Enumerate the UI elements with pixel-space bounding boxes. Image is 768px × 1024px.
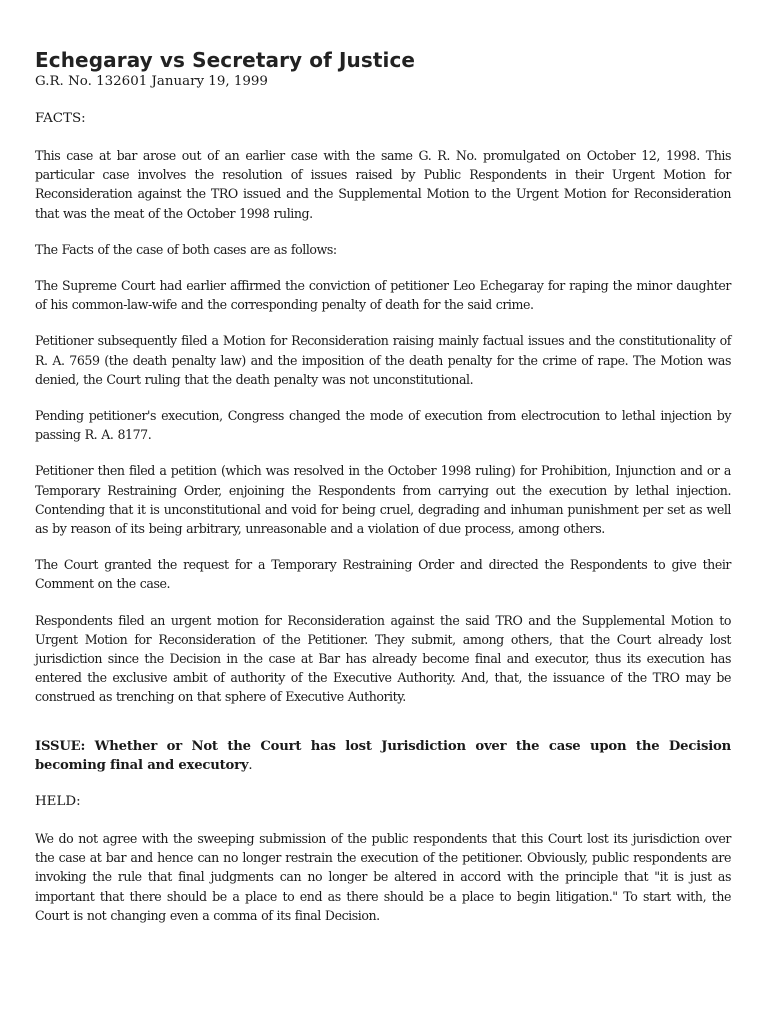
facts-heading: FACTS: bbox=[35, 111, 86, 126]
facts-paragraph: Petitioner then filed a petition (which was resolved in the October 1998 ruling) for Prohibition, Injunction and or a Temporary Restraining Order, enjoining the Respondents from carrying out the execution by lethal injection. Contending that it is unconstitutional and void for being cruel, degrading and inhuman punishment per set as well as by reason of its being arbitrary, unreasonable and a violation of due process, among others. bbox=[35, 463, 731, 537]
held-paragraph: We do not agree with the sweeping submission of the public respondents that this Court lost its jurisdiction over the case at bar and hence can no longer restrain the execution of the petitioner. Obviously, public respondents are invoking the rule that final judgments can no longer be altered in accord with the principle that "it is just as important that there should be a place to end as there should be a place to begin litigation." To start with, the Court is not changing even a comma of its final Decision. bbox=[35, 831, 731, 923]
case-citation: G.R. No. 132601 January 19, 1999 bbox=[35, 74, 268, 89]
facts-paragraph: The Court granted the request for a Temporary Restraining Order and directed the Respondents to give their Comment on the case. bbox=[35, 557, 731, 592]
document-title: Echegaray vs Secretary of Justice bbox=[35, 48, 416, 72]
issue-text: ISSUE: Whether or Not the Court has lost Jurisdiction over the case upon the Decision becoming final and executory bbox=[35, 738, 731, 773]
facts-paragraph: Respondents filed an urgent motion for Reconsideration against the said TRO and the Supplemental Motion to Urgent Motion for Reconsideration of the Petitioner. They submit, among others, that the Court already lost jurisdiction since the Decision in the case at Bar has already become final and executor, thus its execution has entered the exclusive ambit of authority of the Executive Authority. And, that, the issuance of the TRO may be construed as trenching on that sphere of Executive Authority. bbox=[35, 612, 731, 705]
facts-paragraph: Pending petitioner's execution, Congress changed the mode of execution from electrocution to lethal injection by passing R. A. 8177. bbox=[35, 408, 731, 443]
held-heading: HELD: bbox=[35, 794, 81, 810]
facts-paragraph: This case at bar arose out of an earlier case with the same G. R. No. promulgated on October 12, 1998. This particular case involves the resolution of issues raised by Public Respondents in their Urgent Motion for Reconsideration against the TRO issued and the Supplemental Motion to the Urgent Motion for Reconsideration that was the meat of the October 1998 ruling. bbox=[35, 148, 731, 221]
issue-period: . bbox=[248, 757, 253, 773]
facts-paragraph: The Supreme Court had earlier affirmed the conviction of petitioner Leo Echegaray for raping the minor daughter of his common-law-wife and the corresponding penalty of death for the said crime. bbox=[35, 278, 731, 313]
document-page bbox=[35, 47, 731, 942]
issue-statement bbox=[35, 737, 731, 775]
facts-paragraph: The Facts of the case of both cases are as follows: bbox=[35, 241, 337, 257]
facts-paragraph: Petitioner subsequently filed a Motion for Reconsideration raising mainly factual issues and the constitutionality of R. A. 7659 (the death penalty law) and the imposition of the death penalty for the crime of rape. The Motion was denied, the Court ruling that the death penalty was not unconstitutional. bbox=[35, 333, 731, 387]
